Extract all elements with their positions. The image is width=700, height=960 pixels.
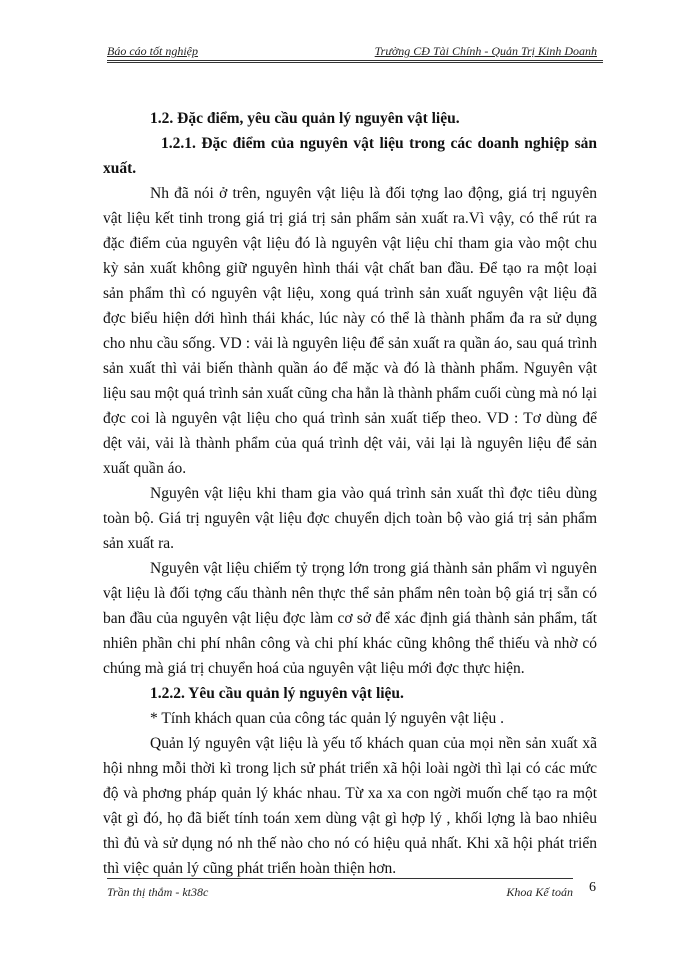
- page-header: [107, 44, 603, 61]
- page-footer: [107, 878, 573, 899]
- paragraph: Nguyên vật liệu chiếm tỷ trọng lớn trong giá thành sản phẩm vì nguyên vật liệu là đối tợng cấu thành nên thực thể sản phẩm nên toàn bộ giá trị sẵn có ban đầu của nguyên vật liệu đợc làm cơ sở để xác định giá thành sản phẩm, tất nhiên phần chi phí nhân công và chi phí khác cũng không thể thiếu và nhờ có chúng mà giá trị chuyển hoá của nguyên vật liệu mới đợc thực hiện.: [103, 560, 597, 677]
- bullet-item: * Tính khách quan của công tác quản lý nguyên vật liệu .: [150, 710, 504, 727]
- header-school-name: Trường CĐ Tài Chính - Quản Trị Kinh Doanh: [374, 44, 597, 58]
- subsection-heading-2: 1.2.2. Yêu cầu quản lý nguyên vật liệu.: [150, 685, 404, 702]
- footer-author: Trần thị thắm - kt38c: [107, 885, 209, 899]
- paragraph: Nguyên vật liệu khi tham gia vào quá trình sản xuất thì đợc tiêu dùng toàn bộ. Giá trị nguyên vật liệu đợc chuyển dịch toàn bộ vào giá trị sản phẩm sản xuất ra.: [103, 485, 597, 552]
- paragraph: Nh đã nói ở trên, nguyên vật liệu là đối tợng lao động, giá trị nguyên vật liệu kết tinh trong giá trị giá trị sản phẩm sản xuất ra.Vì vậy, có thể rút ra đặc điểm của nguyên vật liệu đó là nguyên vật liệu chỉ tham gia vào một chu kỳ sản xuất không giữ nguyên hình thái vật chất ban đầu. Để tạo ra một loại sản phẩm thì có nguyên vật liệu, xong quá trình sản xuất nguyên vật liệu đã đợc biểu hiện dới hình thái khác, lúc này có thể là thành phẩm đa ra sử dụng cho nhu cầu sống. VD : vải là nguyên liệu để sản xuất ra quần áo, sau quá trình sản xuất thì vải biến thành quần áo để mặc và đó là thành phẩm. Nguyên vật liệu sau một quá trình sản xuất cũng cha hẳn là thành phẩm cuối cùng mà nó lại đợc coi là nguyên vật liệu cho quá trình sản xuất tiếp theo. VD : Tơ dùng để dệt vải, vải là thành phẩm của quá trình dệt vải, vải lại là nguyên liệu để sản xuất quần áo.: [103, 185, 597, 477]
- page-number: 6: [589, 880, 596, 895]
- document-body: [103, 104, 597, 881]
- subsection-heading-1: 1.2.1. Đặc điểm của nguyên vật liệu trong các doanh nghiệp sản xuất.: [103, 135, 597, 177]
- section-heading: 1.2. Đặc điểm, yêu cầu quản lý nguyên vật liệu.: [150, 110, 460, 127]
- header-divider: [107, 62, 603, 63]
- header-report-title: Báo cáo tốt nghiệp: [107, 44, 198, 58]
- footer-department: Khoa Kế toán: [506, 885, 573, 899]
- paragraph: Quản lý nguyên vật liệu là yếu tố khách quan của mọi nền sản xuất xã hội nhng mỗi thời kì trong lịch sử phát triển xã hội loài ngời thì lại có các mức độ và phơng pháp quản lý khác nhau. Từ xa xa con ngời muốn chế tạo ra một vật gì đó, họ đã biết tính toán xem dùng vật gì hợp lý , khối lợng là bao nhiêu thì đủ và sử dụng nó nh thế nào cho nó có hiệu quả nhất. Khi xã hội phát triển thì việc quản lý cũng phát triển hoàn thiện hơn.: [103, 735, 597, 877]
